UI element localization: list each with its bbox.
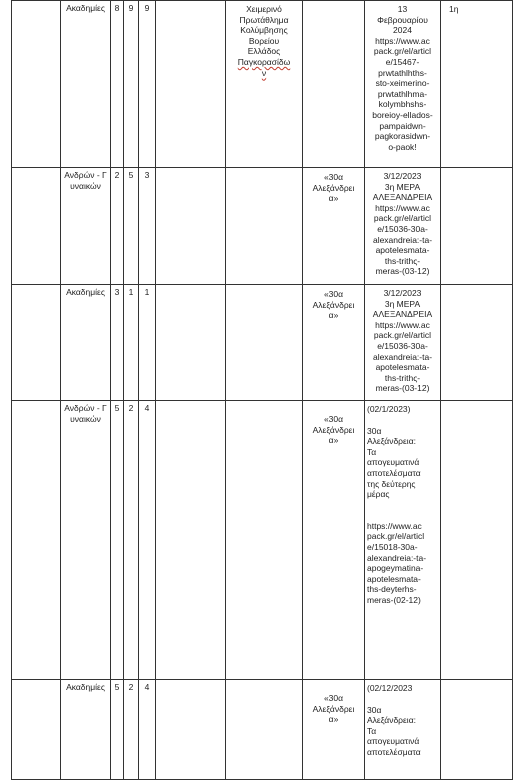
info-date: 3η ΜΕΡΑ xyxy=(384,181,421,192)
article-link[interactable]: kolymbhshs- xyxy=(378,99,427,110)
count-cell: 2 xyxy=(124,680,139,780)
venue-line: «30α xyxy=(323,289,344,299)
count-cell: 5 xyxy=(111,401,124,680)
info-date: (02/1/2023) xyxy=(367,404,411,414)
info-date: ΑΛΕΞΑΝΔΡΕΙΑ xyxy=(372,309,433,320)
results-table xyxy=(11,0,513,780)
article-link[interactable]: ths-trithς- xyxy=(384,255,421,266)
empty-cell xyxy=(156,1,226,168)
venue-line: α» xyxy=(328,714,339,725)
count-cell: 3 xyxy=(111,285,124,401)
info-cell xyxy=(365,1,441,168)
article-link[interactable]: alexandreia:-ta- xyxy=(372,351,433,362)
article-headline: αποτελέσματα xyxy=(367,746,421,757)
article-headline: της δεύτερης xyxy=(367,478,416,489)
article-link[interactable]: alexandreia:-ta- xyxy=(367,552,427,563)
article-link[interactable]: pack.gr/el/articl xyxy=(373,213,432,224)
article-link[interactable]: apotelesmata- xyxy=(375,245,430,256)
count-cell: 4 xyxy=(139,680,156,780)
table-row xyxy=(12,680,513,780)
category-cell: Ακαδημίες xyxy=(61,285,111,401)
venue-cell xyxy=(303,680,365,780)
empty-cell xyxy=(12,401,61,680)
info-date: 3/12/2023 xyxy=(383,171,422,181)
article-link[interactable]: apotelesmata- xyxy=(367,573,421,584)
info-date: ΑΛΕΞΑΝΔΡΕΙΑ xyxy=(372,192,433,203)
article-link[interactable]: pack.gr/el/articl xyxy=(373,46,432,57)
info-date: Φεβρουαρίου xyxy=(377,14,428,25)
article-link[interactable]: https://www.ac xyxy=(375,319,430,330)
venue-line: «30α xyxy=(323,693,344,703)
article-link[interactable]: boreioy-ellados- xyxy=(372,109,433,120)
article-link[interactable]: ths-deyterhs- xyxy=(367,584,417,595)
count-cell: 9 xyxy=(124,1,139,168)
article-link[interactable]: alexandreia:-ta- xyxy=(372,234,433,245)
place-cell xyxy=(441,168,513,285)
count-cell: 1 xyxy=(139,285,156,401)
info-date: 13 xyxy=(397,4,408,14)
venue-cell xyxy=(303,401,365,680)
empty-cell xyxy=(12,168,61,285)
article-link[interactable]: meras-(03-12) xyxy=(375,266,430,277)
empty-cell xyxy=(12,285,61,401)
info-date: (02/12/2023 xyxy=(367,683,413,693)
event-cell xyxy=(226,680,303,780)
article-link[interactable]: https://www.ac xyxy=(375,202,430,213)
venue-cell xyxy=(303,168,365,285)
article-link[interactable]: meras-(02-12) xyxy=(367,594,421,605)
article-link[interactable]: e/15467- xyxy=(385,56,420,67)
article-link[interactable]: https://www.ac xyxy=(367,520,422,531)
count-cell: 4 xyxy=(139,401,156,680)
event-line: Ελλάδος xyxy=(247,46,281,57)
article-link[interactable]: o-paok! xyxy=(388,141,417,152)
count-cell: 5 xyxy=(124,168,139,285)
venue-line: «30α xyxy=(323,414,344,424)
place-cell xyxy=(441,680,513,780)
count-cell: 9 xyxy=(139,1,156,168)
venue-line: Αλεξάνδρει xyxy=(312,299,355,310)
category-cell: Ανδρών - Γυναικών xyxy=(61,401,111,680)
event-line: Χειμερινό xyxy=(246,4,282,14)
article-link[interactable]: prwtathlhma- xyxy=(377,88,428,99)
event-line: Βορείου xyxy=(248,35,280,46)
article-link[interactable]: ths-trithς- xyxy=(384,372,421,383)
count-cell: 2 xyxy=(111,168,124,285)
info-cell xyxy=(365,285,441,401)
info-date: 3η ΜΕΡΑ xyxy=(384,298,421,309)
article-link[interactable]: https://www.ac xyxy=(375,35,430,46)
article-headline: 30α xyxy=(367,704,382,715)
venue-line: Αλεξάνδρει xyxy=(312,182,355,193)
venue-line: Αλεξάνδρει xyxy=(312,703,355,714)
count-cell: 5 xyxy=(111,680,124,780)
event-line-underlined: Παγκορασίδω xyxy=(237,56,291,67)
article-link[interactable]: e/15018-30a- xyxy=(367,541,418,552)
venue-line: α» xyxy=(328,435,339,446)
event-cell xyxy=(226,285,303,401)
article-headline: Αλεξάνδρεια: xyxy=(367,715,416,726)
article-link[interactable]: apogeymatina- xyxy=(367,563,424,574)
empty-cell xyxy=(156,285,226,401)
count-cell: 1 xyxy=(124,285,139,401)
article-link[interactable]: e/15036-30a- xyxy=(377,223,428,234)
empty-cell xyxy=(156,680,226,780)
info-cell xyxy=(365,680,441,780)
count-cell: 3 xyxy=(139,168,156,285)
empty-cell xyxy=(156,401,226,680)
venue-line: «30α xyxy=(323,172,344,182)
info-date: 3/12/2023 xyxy=(383,288,422,298)
article-link[interactable]: sto-xeimerino- xyxy=(375,78,430,89)
article-headline: Τα xyxy=(367,725,377,736)
venue-cell xyxy=(303,1,365,168)
article-link[interactable]: pampaidwn- xyxy=(379,120,426,131)
event-cell xyxy=(226,168,303,285)
article-headline: μέρας xyxy=(367,489,390,500)
info-cell xyxy=(365,168,441,285)
venue-cell xyxy=(303,285,365,401)
article-link[interactable]: prwtathlhths- xyxy=(378,67,427,78)
count-cell: 2 xyxy=(124,401,139,680)
article-headline: Τα xyxy=(367,446,377,457)
count-cell: 8 xyxy=(111,1,124,168)
event-line: Πρωτάθλημα xyxy=(239,14,289,25)
venue-line: Αλεξάνδρει xyxy=(312,424,355,435)
category-cell: Ακαδημίες xyxy=(61,1,111,168)
empty-cell xyxy=(12,1,61,168)
table-row xyxy=(12,168,513,285)
article-headline: 30α xyxy=(367,425,382,436)
article-link[interactable]: meras-(03-12) xyxy=(375,383,430,394)
event-cell xyxy=(226,401,303,680)
category-cell: Ανδρών - Γυναικών xyxy=(61,168,111,285)
info-cell xyxy=(365,401,441,680)
article-link[interactable]: pagkorasidwn- xyxy=(374,131,431,142)
article-headline: απογευματινά xyxy=(367,736,420,747)
article-link[interactable]: e/15036-30a- xyxy=(377,340,428,351)
event-line-underlined: ν xyxy=(261,67,267,78)
table-row xyxy=(12,401,513,680)
table-row xyxy=(12,1,513,168)
article-link[interactable]: pack.gr/el/articl xyxy=(367,531,425,542)
table-row xyxy=(12,285,513,401)
article-link[interactable]: apotelesmata- xyxy=(375,362,430,373)
article-headline: απογευματινά xyxy=(367,457,420,468)
empty-cell xyxy=(156,168,226,285)
place-cell xyxy=(441,401,513,680)
article-link[interactable]: pack.gr/el/articl xyxy=(373,330,432,341)
place-cell: 1η xyxy=(441,1,513,168)
event-cell xyxy=(226,1,303,168)
venue-line: α» xyxy=(328,310,339,321)
article-headline: Αλεξάνδρεια: xyxy=(367,436,416,447)
empty-cell xyxy=(12,680,61,780)
event-line: Κολύμβησης xyxy=(240,25,288,36)
info-date: 2024 xyxy=(393,25,412,36)
venue-line: α» xyxy=(328,193,339,204)
article-headline: αποτελέσματα xyxy=(367,467,421,478)
category-cell: Ακαδημίες xyxy=(61,680,111,780)
place-cell xyxy=(441,285,513,401)
